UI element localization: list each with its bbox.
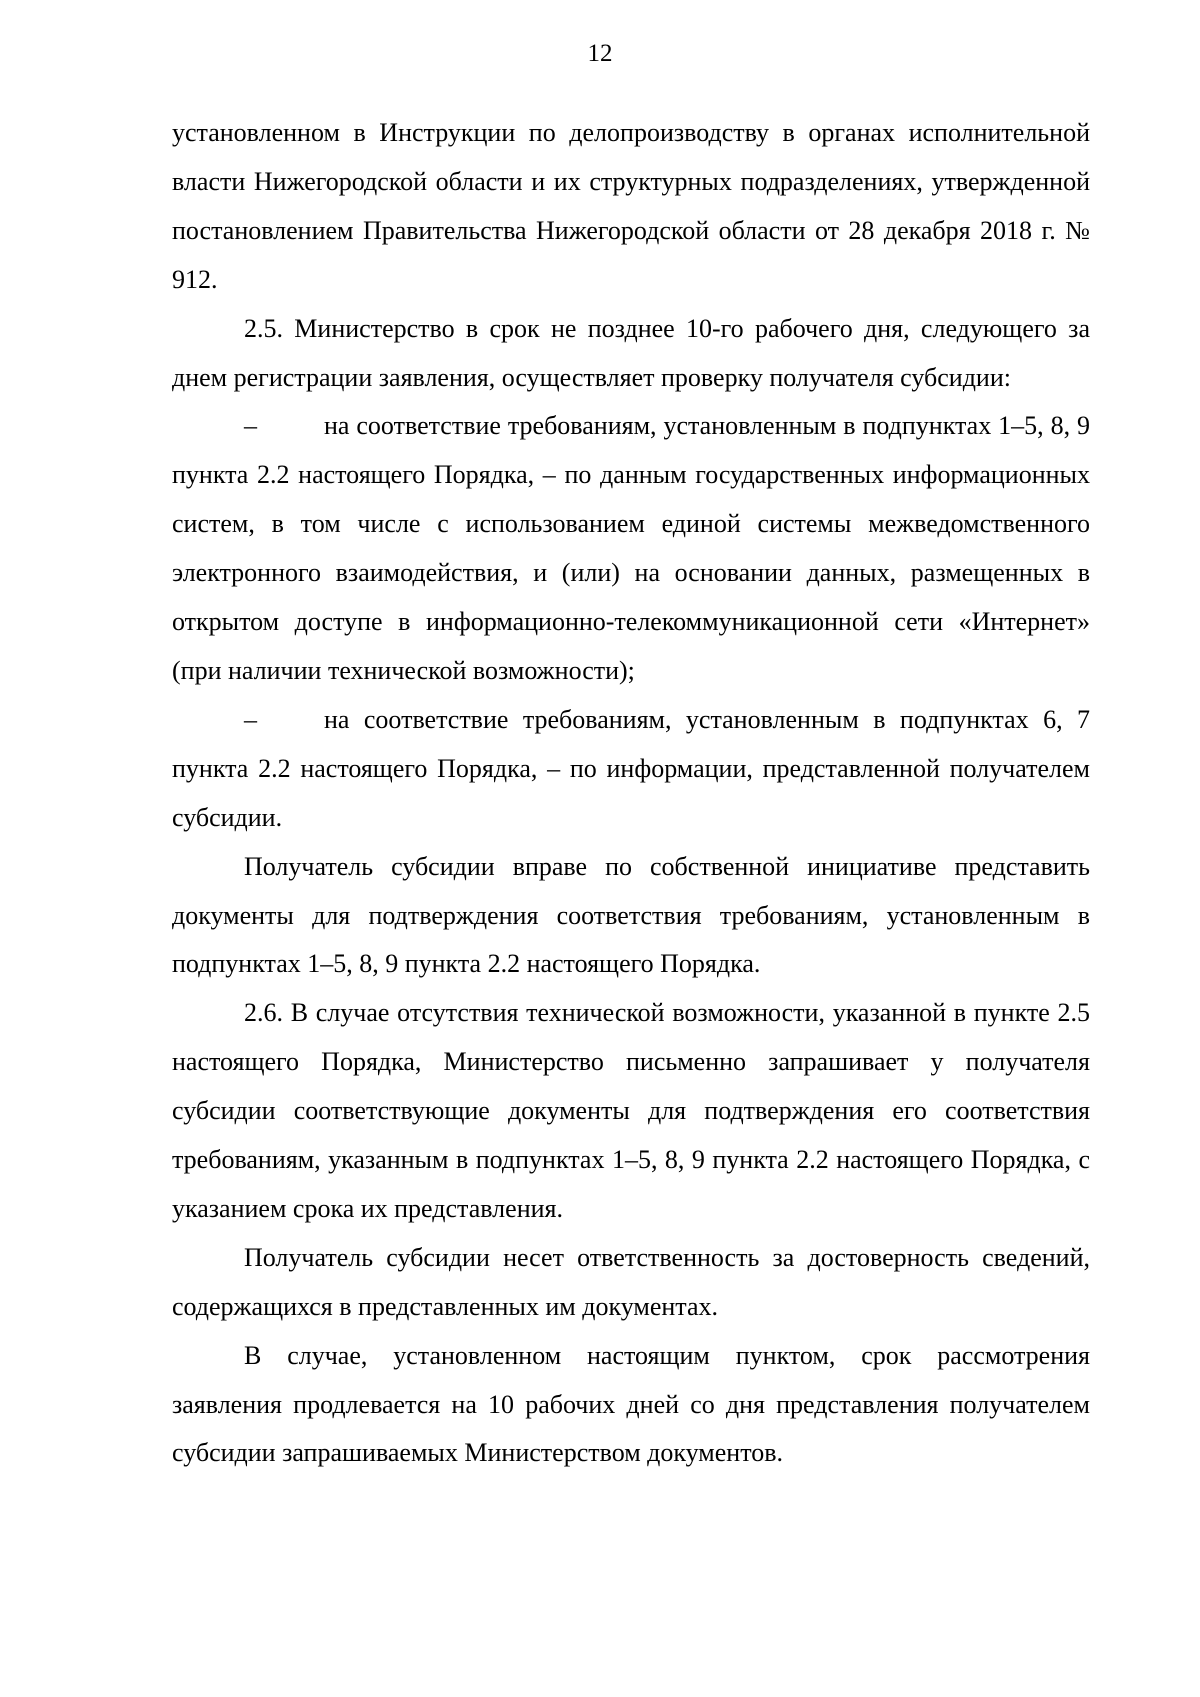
page-number: 12: [587, 40, 613, 67]
paragraph-continuation: установленном в Инструкции по делопроизводству в органах исполнительной власти Нижегородской области и их структурных подразделениях, утвержденной постановлением Правительства Нижегородской области от 28 декабря 2018 г. № 912.: [172, 118, 1090, 294]
document-body: [172, 109, 1090, 1478]
list-item-check-1: [172, 402, 1090, 695]
list-item-check-2: [172, 696, 1090, 843]
dash-marker: –: [244, 411, 257, 441]
paragraph-extension: В случае, установленном настоящим пунктом, срок рассмотрения заявления продлевается на 10 рабочих дней со дня представления получателем субсидии запрашиваемых Министерством документов.: [172, 1340, 1090, 1468]
paragraph-recipient-right: Получатель субсидии вправе по собственной инициативе представить документы для подтверждения соответствия требованиям, установленным в подпунктах 1–5, 8, 9 пункта 2.2 настоящего Порядка.: [172, 851, 1090, 979]
list-item-text: на соответствие требованиям, установленным в подпунктах 6, 7 пункта 2.2 настоящего Порядка, – по информации, представленной получателем субсидии.: [172, 704, 1090, 832]
dash-marker: –: [244, 704, 257, 734]
paragraph-2-6: 2.6. В случае отсутствия технической возможности, указанной в пункте 2.5 настоящего Порядка, Министерство письменно запрашивает у получателя субсидии соответствующие документы для подтверждения его соответствия требованиям, указанным в подпунктах 1–5, 8, 9 пункта 2.2 настоящего Порядка, с указанием срока их представления.: [172, 998, 1090, 1223]
paragraph-responsibility: Получатель субсидии несет ответственность за достоверность сведений, содержащихся в представленных им документах.: [172, 1242, 1090, 1321]
list-item-text: на соответствие требованиям, установленным в подпунктах 1–5, 8, 9 пункта 2.2 настоящего Порядка, – по данным государственных информационных систем, в том числе с использованием единой системы межведомственного электронного взаимодействия, и (или) на основании данных, размещенных в открытом доступе в информационно-телекоммуникационной сети «Интернет» (при наличии технической возможности);: [172, 411, 1090, 685]
paragraph-2-5: 2.5. Министерство в срок не позднее 10-го рабочего дня, следующего за днем регистрации заявления, осуществляет проверку получателя субсидии:: [172, 313, 1090, 392]
